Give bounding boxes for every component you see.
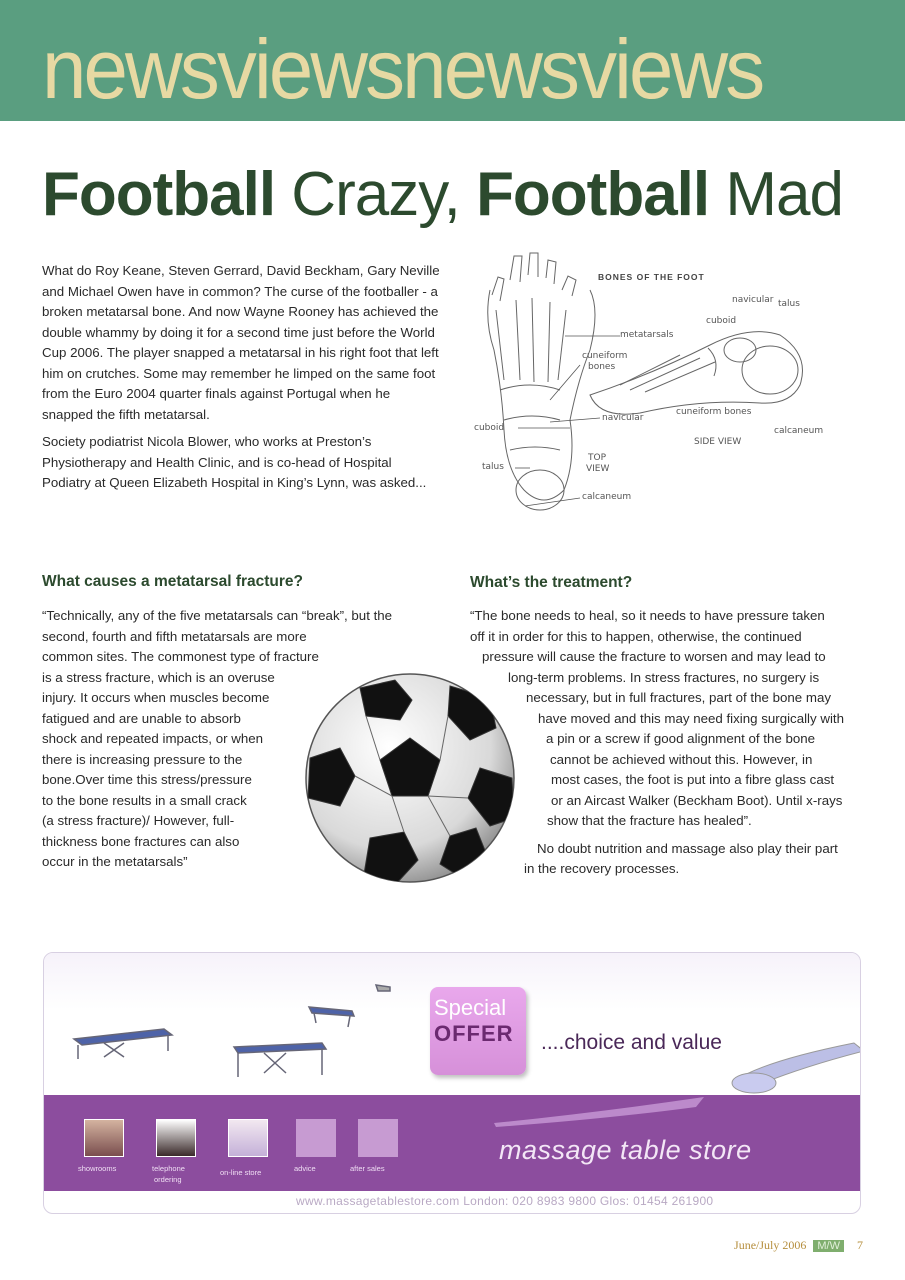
showrooms-tile[interactable] — [84, 1119, 124, 1157]
special-text: Special — [434, 995, 507, 1020]
massage-tables-image — [64, 977, 404, 1087]
headline-word-3: Football — [476, 160, 710, 229]
treatment-line: a pin or a screw if good alignment of the bone — [546, 731, 816, 746]
page-number: 7 — [857, 1238, 863, 1252]
label-side-view: SIDE VIEW — [694, 437, 742, 447]
label-cuboid-top: cuboid — [474, 423, 505, 433]
label-bones: bones — [588, 362, 616, 372]
causes-line: occur in the metatarsals” — [42, 854, 188, 869]
advice-tile[interactable] — [296, 1119, 336, 1157]
treatment-closing-1: No doubt nutrition and massage also play their part — [537, 840, 838, 856]
treatment-line: show that the fracture has healed”. — [547, 813, 752, 828]
page-footer — [734, 1238, 863, 1253]
massage-table-advert[interactable] — [43, 952, 861, 1214]
causes-line: injury. It occurs when muscles become — [42, 690, 270, 705]
label-calcaneum-side: calcaneum — [774, 426, 824, 436]
diagram-title: BONES OF THE FOOT — [598, 272, 705, 282]
causes-line: common sites. The commonest type of fracture — [42, 649, 319, 664]
treatment-line: pressure will cause the fracture to worsen and may lead to — [482, 649, 826, 664]
causes-text — [42, 606, 442, 873]
magazine-badge: M/W — [813, 1240, 844, 1252]
tile-label-telephone: telephone — [152, 1164, 185, 1173]
causes-line: to the bone results in a small crack — [42, 792, 247, 808]
causes-line: “Technically, any of the five metatarsals can “break”, but the — [42, 608, 393, 623]
causes-line: second, fourth and fifth metatarsals are more — [42, 628, 307, 644]
treatment-line: “The bone needs to heal, so it needs to have pressure taken — [470, 608, 825, 623]
store-name: massage table store — [499, 1135, 752, 1165]
tile-label-showrooms: showrooms — [78, 1164, 117, 1173]
causes-line: there is increasing pressure to the — [42, 751, 243, 767]
treatment-heading: What’s the treatment? — [470, 574, 633, 591]
label-navicular-side: navicular — [732, 295, 774, 305]
label-cuboid-side: cuboid — [706, 316, 737, 326]
causes-line: bone.Over time this stress/pressure — [42, 772, 252, 787]
label-metatarsals: metatarsals — [620, 330, 674, 340]
telephone-ordering-tile[interactable] — [156, 1119, 196, 1157]
foot-bones-diagram — [470, 250, 830, 525]
causes-line: thickness bone fractures can also — [42, 833, 240, 849]
treatment-line: off it in order for this to happen, otherwise, the continued — [470, 628, 802, 644]
causes-line: fatigued and are unable to absorb — [42, 710, 241, 726]
swoosh-graphic — [484, 1093, 744, 1133]
intro-text — [42, 261, 442, 501]
headline-word-4: Mad — [709, 160, 843, 229]
label-cuneiform-bones: cuneiform bones — [676, 407, 752, 417]
treatment-line: cannot be achieved without this. However, in — [550, 751, 813, 767]
issue-date: June/July 2006 — [734, 1238, 807, 1252]
label-top: TOP — [588, 453, 607, 463]
after-sales-tile[interactable] — [358, 1119, 398, 1157]
section-banner — [0, 0, 905, 121]
label-cuneiform: cuneiform — [582, 351, 628, 361]
online-store-tile[interactable] — [228, 1119, 268, 1157]
advert-tagline: ....choice and value — [541, 1031, 722, 1054]
treatment-line: have moved and this may need fixing surgically with — [538, 710, 844, 726]
advert-contact[interactable]: www.massagetablestore.com London: 020 8983 9800 Glos: 01454 261900 — [296, 1194, 714, 1208]
label-talus-top: talus — [482, 462, 504, 472]
label-talus-side: talus — [778, 299, 800, 309]
tile-label-online-store: on-line store — [220, 1168, 262, 1177]
treatment-closing-2: in the recovery processes. — [524, 861, 680, 876]
treatment-line: long-term problems. In stress fractures, no surgery is — [508, 669, 820, 685]
treatment-text — [470, 606, 870, 880]
intro-paragraph-2: Society podiatrist Nicola Blower, who works at Preston’s Physiotherapy and Health Clinic, and is co-head of Hospital Podiatry at Queen Elizabeth Hospital in King’s Lynn, was asked... — [42, 434, 427, 490]
treatment-line: necessary, but in full fractures, part of the bone may — [526, 690, 831, 705]
tile-label-advice: advice — [294, 1164, 316, 1173]
causes-line: (a stress fracture)/ However, full- — [42, 813, 235, 828]
label-calcaneum-top: calcaneum — [582, 492, 632, 502]
intro-paragraph-1: What do Roy Keane, Steven Gerrard, David Beckham, Gary Neville and Michael Owen have in common? The curse of the footballer - a broken metatarsal bone. And now Wayne Rooney has achieved the double whammy by doing it for a second time just before the World Cup 2006. The player snapped a metatarsal in his right foot that left him on crutches. Some may remember he limped on the same foot from the Euro 2004 quarter finals against Portugal when he snapped the fifth metatarsal. — [42, 263, 440, 422]
tile-label-after-sales: after sales — [350, 1164, 385, 1173]
label-view: VIEW — [586, 464, 610, 474]
headline-word-1: Football — [42, 160, 276, 229]
foot-illustration — [470, 250, 830, 525]
treatment-line: or an Aircast Walker (Beckham Boot). Until x-rays — [551, 792, 843, 808]
causes-line: shock and repeated impacts, or when — [42, 731, 264, 746]
offer-text: OFFER — [434, 1021, 514, 1046]
headline-word-2: Crazy, — [275, 160, 477, 229]
tile-label-ordering: ordering — [154, 1175, 182, 1184]
section-title: newsviewsnewsviews — [42, 22, 763, 116]
special-offer-badge[interactable] — [430, 987, 526, 1075]
causes-line: is a stress fracture, which is an overuse — [42, 669, 275, 685]
label-navicular-top: navicular — [602, 413, 644, 423]
article-headline — [42, 155, 843, 235]
causes-heading: What causes a metatarsal fracture? — [42, 573, 304, 590]
treatment-line: most cases, the foot is put into a fibre glass cast — [551, 772, 835, 787]
table-headrest-image — [724, 1041, 861, 1101]
